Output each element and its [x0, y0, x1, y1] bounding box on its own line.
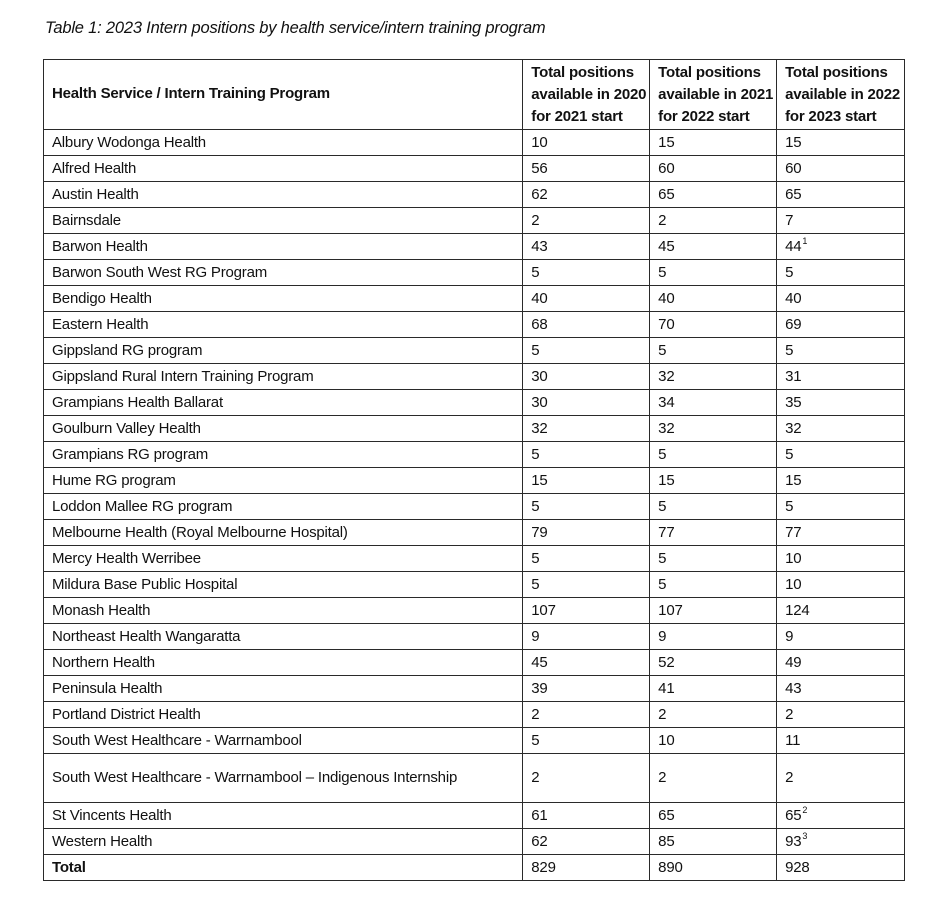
- positions-2021-cell-text: 39: [531, 679, 548, 697]
- positions-2021-cell-text: 30: [531, 393, 548, 411]
- positions-2021-cell-text: 5: [531, 575, 540, 593]
- service-name-cell: [44, 182, 523, 208]
- positions-2023-cell-text: 60: [785, 159, 802, 177]
- service-name-cell-text: Mercy Health Werribee: [52, 549, 201, 567]
- positions-2021-cell-text: 43: [531, 237, 548, 255]
- service-name-cell: [44, 312, 523, 338]
- positions-2022-cell-text: 60: [658, 159, 675, 177]
- positions-2022-cell: [650, 364, 777, 390]
- positions-2021-cell-text: 56: [531, 159, 548, 177]
- table-row: [44, 338, 905, 364]
- table-row: [44, 130, 905, 156]
- positions-2021-cell: [523, 338, 650, 364]
- column-header-2021-start: Total positions available in 2020 for 2021 start: [523, 60, 650, 130]
- positions-2023-cell-text: 2: [785, 705, 794, 723]
- service-name-cell: [44, 650, 523, 676]
- service-name-cell: [44, 520, 523, 546]
- table-row: [44, 520, 905, 546]
- positions-2021-cell-text: 32: [531, 419, 548, 437]
- column-header-health-service: Health Service / Intern Training Program: [44, 60, 523, 130]
- service-name-cell: [44, 468, 523, 494]
- positions-2022-cell: [650, 803, 777, 829]
- positions-2021-cell: [523, 624, 650, 650]
- positions-2021-cell: [523, 650, 650, 676]
- footnote-marker: 2: [802, 804, 808, 815]
- positions-2022-cell-text: 5: [658, 497, 667, 515]
- positions-2023-cell-text: 11: [785, 731, 801, 749]
- service-name-cell-text: Gippsland RG program: [52, 341, 203, 359]
- positions-2023-cell: [777, 468, 905, 494]
- service-name-cell-text: Barwon South West RG Program: [52, 263, 268, 281]
- positions-2023-cell-text: 5: [785, 497, 794, 515]
- positions-2023-cell-text: 9: [785, 627, 794, 645]
- positions-2023-cell: [777, 182, 905, 208]
- positions-2023-cell-text: 2: [785, 769, 794, 786]
- positions-2021-cell: [523, 442, 650, 468]
- table-row: [44, 364, 905, 390]
- positions-2022-cell: [650, 130, 777, 156]
- service-name-cell: [44, 572, 523, 598]
- positions-2022-cell-text: 9: [658, 627, 667, 645]
- positions-2022-cell-text: 40: [658, 289, 675, 307]
- positions-2023-cell: [777, 728, 905, 754]
- positions-2022-cell: [650, 494, 777, 520]
- service-name-cell-text: Western Health: [52, 832, 153, 850]
- service-name-cell: [44, 803, 523, 829]
- positions-2022-cell-text: 65: [658, 806, 675, 824]
- service-name-cell-text: Bairnsdale: [52, 211, 121, 229]
- total-2021-cell: 829: [523, 855, 650, 881]
- footnote-marker: 3: [802, 830, 808, 841]
- service-name-cell: [44, 286, 523, 312]
- positions-2021-cell-text: 5: [531, 341, 540, 359]
- positions-2021-cell-text: 79: [531, 523, 548, 541]
- positions-2022-cell: [650, 286, 777, 312]
- positions-2023-cell: [777, 286, 905, 312]
- service-name-cell-text: Bendigo Health: [52, 289, 152, 307]
- positions-2021-cell-text: 2: [531, 705, 540, 723]
- service-name-cell: [44, 130, 523, 156]
- positions-2021-cell: [523, 468, 650, 494]
- service-name-cell-text: Albury Wodonga Health: [52, 133, 206, 151]
- table-row: [44, 494, 905, 520]
- column-header-2023-start: Total positions available in 2022 for 2023 start: [777, 60, 905, 130]
- service-name-cell-text: Gippsland Rural Intern Training Program: [52, 367, 314, 385]
- positions-2023-cell: [777, 234, 905, 260]
- positions-2021-cell-text: 9: [531, 627, 540, 645]
- total-2023-cell: 928: [777, 855, 905, 881]
- service-name-cell-text: Northeast Health Wangaratta: [52, 627, 241, 645]
- positions-2022-cell: [650, 598, 777, 624]
- table-row: [44, 829, 905, 855]
- positions-2023-cell-text: 40: [785, 289, 802, 307]
- positions-2022-cell-text: 5: [658, 263, 667, 281]
- table-row: [44, 442, 905, 468]
- service-name-cell-text: Portland District Health: [52, 705, 201, 723]
- positions-2023-cell: [777, 598, 905, 624]
- positions-2021-cell: [523, 676, 650, 702]
- positions-2021-cell: [523, 390, 650, 416]
- positions-2022-cell: [650, 702, 777, 728]
- service-name-cell-text: Peninsula Health: [52, 679, 163, 697]
- table-total-row: [44, 855, 905, 881]
- positions-2021-cell: [523, 416, 650, 442]
- positions-2021-cell: [523, 520, 650, 546]
- positions-2022-cell: [650, 208, 777, 234]
- service-name-cell-text: St Vincents Health: [52, 806, 172, 824]
- positions-2023-cell-text: 93: [785, 832, 802, 850]
- positions-2022-cell-text: 77: [658, 523, 675, 541]
- positions-2022-cell-text: 70: [658, 315, 675, 333]
- service-name-cell: [44, 416, 523, 442]
- positions-2023-cell: [777, 624, 905, 650]
- service-name-cell-text: Austin Health: [52, 185, 139, 203]
- positions-2021-cell-text: 5: [531, 549, 540, 567]
- service-name-cell-text: Alfred Health: [52, 159, 137, 177]
- positions-2021-cell: [523, 494, 650, 520]
- positions-2022-cell-text: 32: [658, 367, 675, 385]
- table-row: [44, 702, 905, 728]
- table-caption: Table 1: 2023 Intern positions by health service/intern training program: [45, 19, 546, 37]
- total-2022-cell: 890: [650, 855, 777, 881]
- total-label-cell: Total: [44, 855, 523, 881]
- footnote-marker: 1: [802, 235, 808, 246]
- positions-2021-cell: [523, 312, 650, 338]
- service-name-cell: [44, 494, 523, 520]
- positions-2022-cell-text: 34: [658, 393, 675, 411]
- positions-2022-cell: [650, 234, 777, 260]
- positions-2022-cell-text: 2: [658, 705, 667, 723]
- positions-2023-cell: [777, 364, 905, 390]
- positions-2022-cell: [650, 312, 777, 338]
- positions-2023-cell: [777, 390, 905, 416]
- positions-2021-cell: [523, 754, 650, 803]
- positions-2021-cell-text: 68: [531, 315, 548, 333]
- positions-2023-cell-text: 5: [785, 445, 794, 463]
- positions-2022-cell-text: 85: [658, 832, 675, 850]
- service-name-cell-text: Goulburn Valley Health: [52, 419, 201, 437]
- table-row: [44, 754, 905, 803]
- table-row: [44, 182, 905, 208]
- table-row: [44, 390, 905, 416]
- positions-2021-cell-text: 5: [531, 263, 540, 281]
- positions-2022-cell: [650, 572, 777, 598]
- service-name-cell: [44, 624, 523, 650]
- service-name-cell-text: Loddon Mallee RG program: [52, 497, 233, 515]
- positions-2022-cell-text: 15: [658, 471, 675, 489]
- positions-2023-cell-text: 15: [785, 133, 802, 151]
- positions-2023-cell: [777, 338, 905, 364]
- positions-2022-cell-text: 15: [658, 133, 675, 151]
- positions-2023-cell-text: 7: [785, 211, 794, 229]
- positions-2023-cell-text: 43: [785, 679, 802, 697]
- positions-2021-cell: [523, 546, 650, 572]
- positions-2023-cell-text: 69: [785, 315, 802, 333]
- positions-2021-cell-text: 2: [531, 211, 540, 229]
- positions-2022-cell: [650, 650, 777, 676]
- positions-2021-cell-text: 5: [531, 497, 540, 515]
- positions-2021-cell-text: 15: [531, 471, 548, 489]
- positions-2023-cell-text: 65: [785, 185, 802, 203]
- positions-2021-cell-text: 107: [531, 601, 556, 619]
- positions-2021-cell: [523, 702, 650, 728]
- positions-2023-cell: [777, 754, 905, 803]
- positions-2022-cell: [650, 468, 777, 494]
- positions-2021-cell-text: 5: [531, 731, 540, 749]
- positions-2021-cell-text: 61: [531, 806, 548, 824]
- service-name-cell-text: Northern Health: [52, 653, 155, 671]
- service-name-cell-text: Mildura Base Public Hospital: [52, 575, 238, 593]
- positions-2021-cell: [523, 234, 650, 260]
- positions-2021-cell: [523, 156, 650, 182]
- service-name-cell: [44, 364, 523, 390]
- positions-2023-cell: [777, 208, 905, 234]
- service-name-cell: [44, 208, 523, 234]
- service-name-cell-text: Monash Health: [52, 601, 151, 619]
- positions-2022-cell: [650, 676, 777, 702]
- table-row: [44, 416, 905, 442]
- positions-2021-cell-text: 30: [531, 367, 548, 385]
- service-name-cell: [44, 598, 523, 624]
- positions-2022-cell: [650, 754, 777, 803]
- positions-2023-cell: [777, 442, 905, 468]
- table-row: [44, 676, 905, 702]
- positions-2022-cell: [650, 520, 777, 546]
- intern-positions-table: [43, 59, 905, 881]
- positions-2023-cell: [777, 260, 905, 286]
- positions-2023-cell: [777, 156, 905, 182]
- positions-2021-cell: [523, 829, 650, 855]
- positions-2021-cell: [523, 728, 650, 754]
- service-name-cell-text: Grampians RG program: [52, 445, 209, 463]
- table-row: [44, 208, 905, 234]
- positions-2023-cell-text: 5: [785, 263, 794, 281]
- positions-2023-cell-text: 5: [785, 341, 794, 359]
- service-name-cell-text: Barwon Health: [52, 237, 148, 255]
- positions-2021-cell-text: 45: [531, 653, 548, 671]
- service-name-cell: [44, 442, 523, 468]
- positions-2023-cell: [777, 702, 905, 728]
- positions-2021-cell-text: 62: [531, 185, 548, 203]
- positions-2021-cell: [523, 130, 650, 156]
- table-row: [44, 260, 905, 286]
- table-row: [44, 286, 905, 312]
- positions-2021-cell: [523, 803, 650, 829]
- positions-2023-cell-text: 15: [785, 471, 802, 489]
- service-name-cell: [44, 156, 523, 182]
- table-row: [44, 624, 905, 650]
- service-name-cell: [44, 546, 523, 572]
- positions-2021-cell: [523, 364, 650, 390]
- positions-2022-cell-text: 2: [658, 769, 667, 786]
- positions-2023-cell: [777, 803, 905, 829]
- positions-2021-cell: [523, 208, 650, 234]
- positions-2022-cell-text: 52: [658, 653, 675, 671]
- service-name-cell-text: South West Healthcare - Warrnambool: [52, 731, 302, 749]
- positions-2023-cell-text: 77: [785, 523, 802, 541]
- service-name-cell-text: South West Healthcare - Warrnambool – Indigenous Internship: [52, 769, 458, 786]
- positions-2023-cell-text: 44: [785, 237, 802, 255]
- positions-2023-cell: [777, 494, 905, 520]
- positions-2021-cell-text: 10: [531, 133, 548, 151]
- table-row: [44, 650, 905, 676]
- positions-2023-cell: [777, 676, 905, 702]
- table-body: [44, 130, 905, 881]
- positions-2023-cell-text: 49: [785, 653, 802, 671]
- positions-2023-cell: [777, 546, 905, 572]
- positions-2022-cell-text: 10: [658, 731, 675, 749]
- service-name-cell: [44, 702, 523, 728]
- service-name-cell: [44, 728, 523, 754]
- positions-2023-cell: [777, 416, 905, 442]
- positions-2022-cell-text: 32: [658, 419, 675, 437]
- table-row: [44, 728, 905, 754]
- positions-2022-cell-text: 65: [658, 185, 675, 203]
- service-name-cell-text: Hume RG program: [52, 471, 176, 489]
- positions-2022-cell: [650, 156, 777, 182]
- positions-2021-cell-text: 2: [531, 769, 540, 786]
- positions-2021-cell: [523, 286, 650, 312]
- positions-2021-cell-text: 40: [531, 289, 548, 307]
- positions-2023-cell-text: 10: [785, 549, 802, 567]
- positions-2022-cell-text: 2: [658, 211, 667, 229]
- positions-2022-cell-text: 5: [658, 549, 667, 567]
- positions-2023-cell-text: 31: [785, 367, 802, 385]
- positions-2023-cell-text: 124: [785, 601, 810, 619]
- positions-2022-cell-text: 5: [658, 575, 667, 593]
- positions-2021-cell-text: 5: [531, 445, 540, 463]
- table-row: [44, 234, 905, 260]
- service-name-cell-text: Grampians Health Ballarat: [52, 393, 223, 411]
- positions-2022-cell: [650, 416, 777, 442]
- positions-2023-cell-text: 65: [785, 806, 802, 824]
- positions-2022-cell-text: 5: [658, 445, 667, 463]
- positions-2023-cell-text: 35: [785, 393, 802, 411]
- table-row: [44, 156, 905, 182]
- positions-2022-cell: [650, 182, 777, 208]
- table-header-row: [44, 60, 905, 130]
- positions-2023-cell: [777, 650, 905, 676]
- positions-2023-cell: [777, 130, 905, 156]
- positions-2023-cell: [777, 829, 905, 855]
- positions-2021-cell: [523, 598, 650, 624]
- column-header-2022-start: Total positions available in 2021 for 2022 start: [650, 60, 777, 130]
- positions-2022-cell: [650, 338, 777, 364]
- positions-2022-cell-text: 41: [658, 679, 675, 697]
- positions-2023-cell-text: 10: [785, 575, 802, 593]
- service-name-cell: [44, 754, 523, 803]
- table-row: [44, 546, 905, 572]
- positions-2022-cell: [650, 829, 777, 855]
- positions-2023-cell-text: 32: [785, 419, 802, 437]
- service-name-cell: [44, 338, 523, 364]
- positions-2022-cell: [650, 728, 777, 754]
- service-name-cell-text: Melbourne Health (Royal Melbourne Hospital): [52, 523, 348, 541]
- positions-2022-cell: [650, 390, 777, 416]
- positions-2022-cell-text: 45: [658, 237, 675, 255]
- positions-2022-cell-text: 107: [658, 601, 683, 619]
- positions-2022-cell: [650, 260, 777, 286]
- service-name-cell: [44, 260, 523, 286]
- positions-2021-cell: [523, 260, 650, 286]
- table-row: [44, 572, 905, 598]
- positions-2022-cell: [650, 442, 777, 468]
- positions-2021-cell: [523, 182, 650, 208]
- service-name-cell: [44, 676, 523, 702]
- positions-2022-cell-text: 5: [658, 341, 667, 359]
- table-row: [44, 598, 905, 624]
- positions-2023-cell: [777, 520, 905, 546]
- service-name-cell-text: Eastern Health: [52, 315, 149, 333]
- positions-2021-cell-text: 62: [531, 832, 548, 850]
- service-name-cell: [44, 234, 523, 260]
- positions-2023-cell: [777, 572, 905, 598]
- positions-2022-cell: [650, 624, 777, 650]
- positions-2022-cell: [650, 546, 777, 572]
- table-row: [44, 312, 905, 338]
- table-row: [44, 468, 905, 494]
- service-name-cell: [44, 390, 523, 416]
- service-name-cell: [44, 829, 523, 855]
- table-row: [44, 803, 905, 829]
- positions-2023-cell: [777, 312, 905, 338]
- positions-2021-cell: [523, 572, 650, 598]
